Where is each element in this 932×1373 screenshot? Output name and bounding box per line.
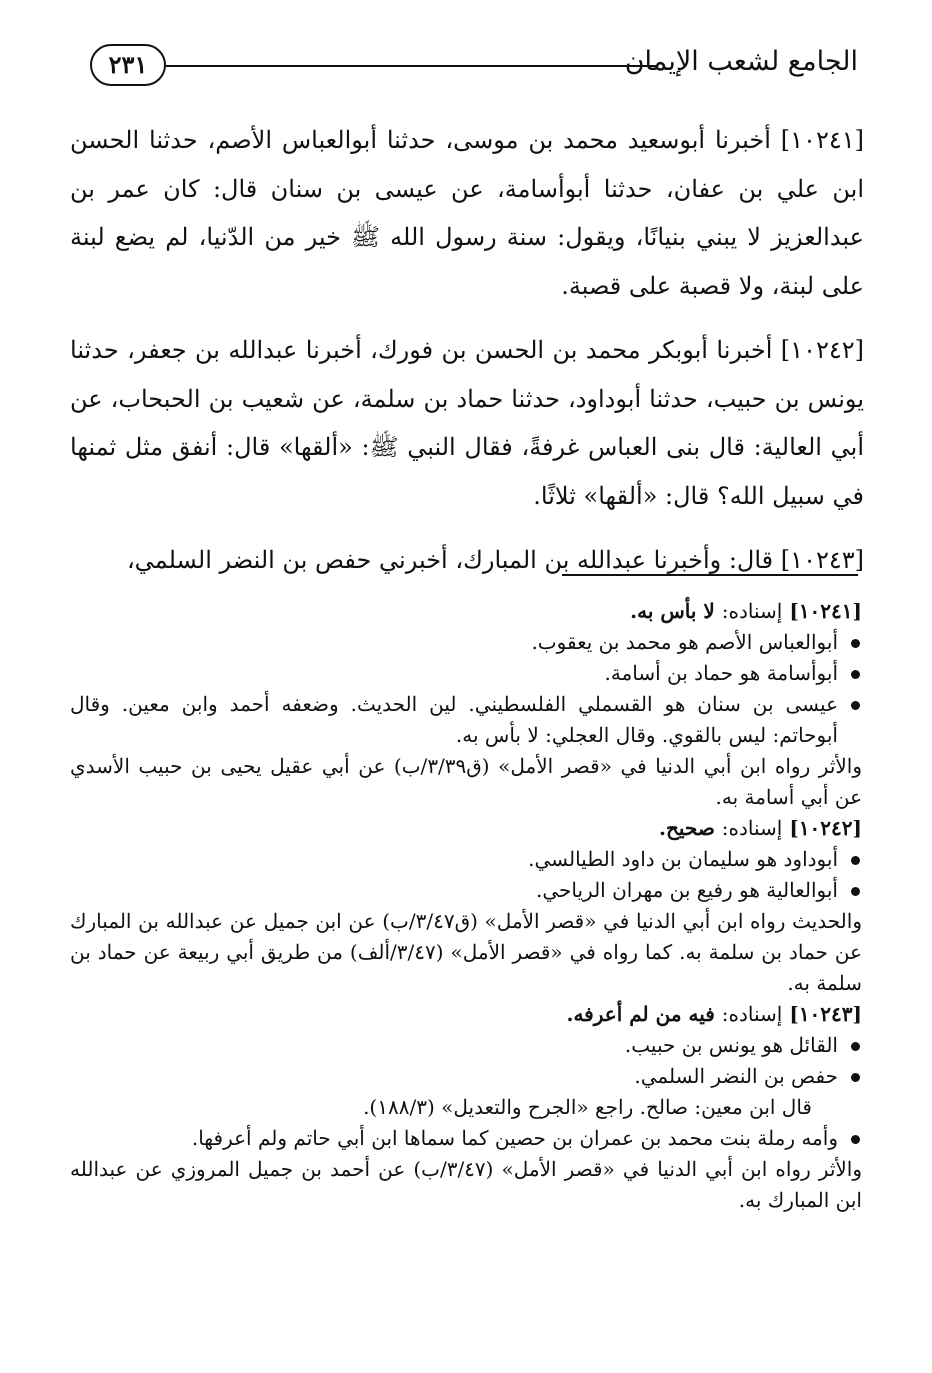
footnote-separator	[562, 574, 858, 576]
bullet-icon	[851, 639, 860, 648]
hadith-number: [١٠٢٤١]	[780, 126, 864, 154]
isnad-grade: صحيح.	[659, 816, 715, 840]
bullet-icon	[851, 1135, 860, 1144]
hadith-text: أخبرنا أبوبكر محمد بن الحسن بن فورك، أخبرنا عبدالله بن جعفر، حدثنا يونس بن حبيب، حدثنا أبوداود، حدثنا حماد بن سلمة، عن شعيب بن الحبحاب، عن أبي العالية: قال بنى العباس غرفةً، فقال النبي ﷺ: «ألقها» قال: أنفق مثل ثمنها في سبيل الله؟ قال: «ألقها» ثلاثًا.	[70, 336, 865, 510]
bullet-text: وأمه رملة بنت محمد بن عمران بن حصين كما سماها ابن أبي حاتم ولم أعرفها.	[191, 1126, 838, 1150]
bullet-text: عيسى بن سنان هو القسملي الفلسطيني. لين الحديث. وضعفه أحمد وابن معين. وقال أبوحاتم: ليس بالقوي. وقال العجلي: لا بأس به.	[70, 692, 838, 747]
footnote-heading	[70, 813, 862, 844]
footnote-number: [١٠٢٤٢]	[789, 816, 862, 840]
bullet-icon	[851, 1073, 860, 1082]
hadith-10242	[70, 326, 864, 520]
isnad-grade: فيه من لم أعرفه.	[566, 1002, 715, 1026]
bullet-icon	[851, 1042, 860, 1051]
bullet-text: حفص بن النضر السلمي.	[634, 1064, 838, 1088]
list-item	[70, 689, 862, 751]
list-item	[70, 627, 862, 658]
list-item	[70, 1123, 862, 1154]
footnotes	[70, 596, 862, 1216]
hadith-text: أخبرنا أبوسعيد محمد بن موسى، حدثنا أبوالعباس الأصم، حدثنا الحسن ابن علي بن عفان، حدثنا أبوأسامة، عن عيسى بن سنان قال: كان عمر بن عبدالعزيز لا يبني بنيانًا، ويقول: سنة رسول الله ﷺ خير من الدّنيا، لم يضع لبنة على لبنة، ولا قصبة على قصبة.	[70, 126, 864, 300]
header-rule	[166, 65, 658, 67]
list-item	[70, 658, 862, 689]
footnote-bullets	[70, 1123, 862, 1154]
hadith-number: [١٠٢٤٣]	[780, 546, 864, 574]
list-item	[70, 1061, 862, 1092]
footnote-heading	[70, 596, 862, 627]
bullet-text: أبوداود هو سليمان بن داود الطيالسي.	[528, 847, 838, 871]
book-title: الجامع لشعب الإيمان	[624, 46, 858, 77]
footnote-number: [١٠٢٤١]	[789, 599, 862, 623]
bullet-icon	[851, 887, 860, 896]
footnote-paragraph: والأثر رواه ابن أبي الدنيا في «قصر الأمل» (ق٣/٣٩/ب) عن أبي عقيل يحيى بن حبيب الأسدي عن أبي أسامة به.	[70, 754, 863, 809]
bullet-icon	[851, 670, 860, 679]
footnote-10243	[70, 999, 862, 1216]
footnote-bullets	[70, 627, 862, 751]
main-text	[70, 116, 864, 601]
isnad-label: إسناده:	[721, 599, 783, 623]
hadith-number: [١٠٢٤٢]	[780, 336, 864, 364]
list-item	[70, 875, 862, 906]
isnad-label: إسناده:	[721, 816, 783, 840]
footnote-10242	[70, 813, 862, 999]
footnote-heading	[70, 999, 862, 1030]
footnote-bullets	[70, 844, 862, 906]
bullet-text: أبوالعباس الأصم هو محمد بن يعقوب.	[531, 630, 838, 654]
bullet-text: القائل هو يونس بن حبيب.	[624, 1033, 838, 1057]
hadith-10241	[70, 116, 864, 310]
list-item	[70, 1030, 862, 1061]
page-header	[90, 40, 858, 96]
footnote-number: [١٠٢٤٣]	[789, 1002, 862, 1026]
isnad-grade: لا بأس به.	[630, 599, 715, 623]
hadith-text: قال: وأخبرنا عبدالله بن المبارك، أخبرني حفص بن النضر السلمي،	[126, 546, 774, 574]
bullet-text: أبوالعالية هو رفيع بن مهران الرياحي.	[535, 878, 838, 902]
footnote-subline: قال ابن معين: صالح. راجع «الجرح والتعديل» (١٨٨/٣).	[363, 1095, 812, 1119]
footnote-paragraph: والحديث رواه ابن أبي الدنيا في «قصر الأمل» (ق٣/٤٧/ب) عن ابن جميل عن عبدالله بن المبارك عن حماد بن سلمة به. كما رواه في «قصر الأمل» (٣/٤٧/ألف) من طريق أبي ربيعة عن حماد بن سلمة به.	[70, 909, 862, 995]
page-number: ٢٣١	[90, 44, 166, 86]
list-item	[70, 844, 862, 875]
footnote-paragraph: والأثر رواه ابن أبي الدنيا في «قصر الأمل» (٣/٤٧/ب) عن أحمد بن جميل المروزي عن عبدالله ابن المبارك به.	[70, 1157, 863, 1212]
footnote-bullets	[70, 1030, 862, 1092]
bullet-icon	[851, 701, 860, 710]
bullet-text: أبوأسامة هو حماد بن أسامة.	[604, 661, 838, 685]
hadith-10243	[70, 536, 864, 585]
isnad-label: إسناده:	[721, 1002, 783, 1026]
bullet-icon	[851, 856, 860, 865]
footnote-10241	[70, 596, 862, 813]
